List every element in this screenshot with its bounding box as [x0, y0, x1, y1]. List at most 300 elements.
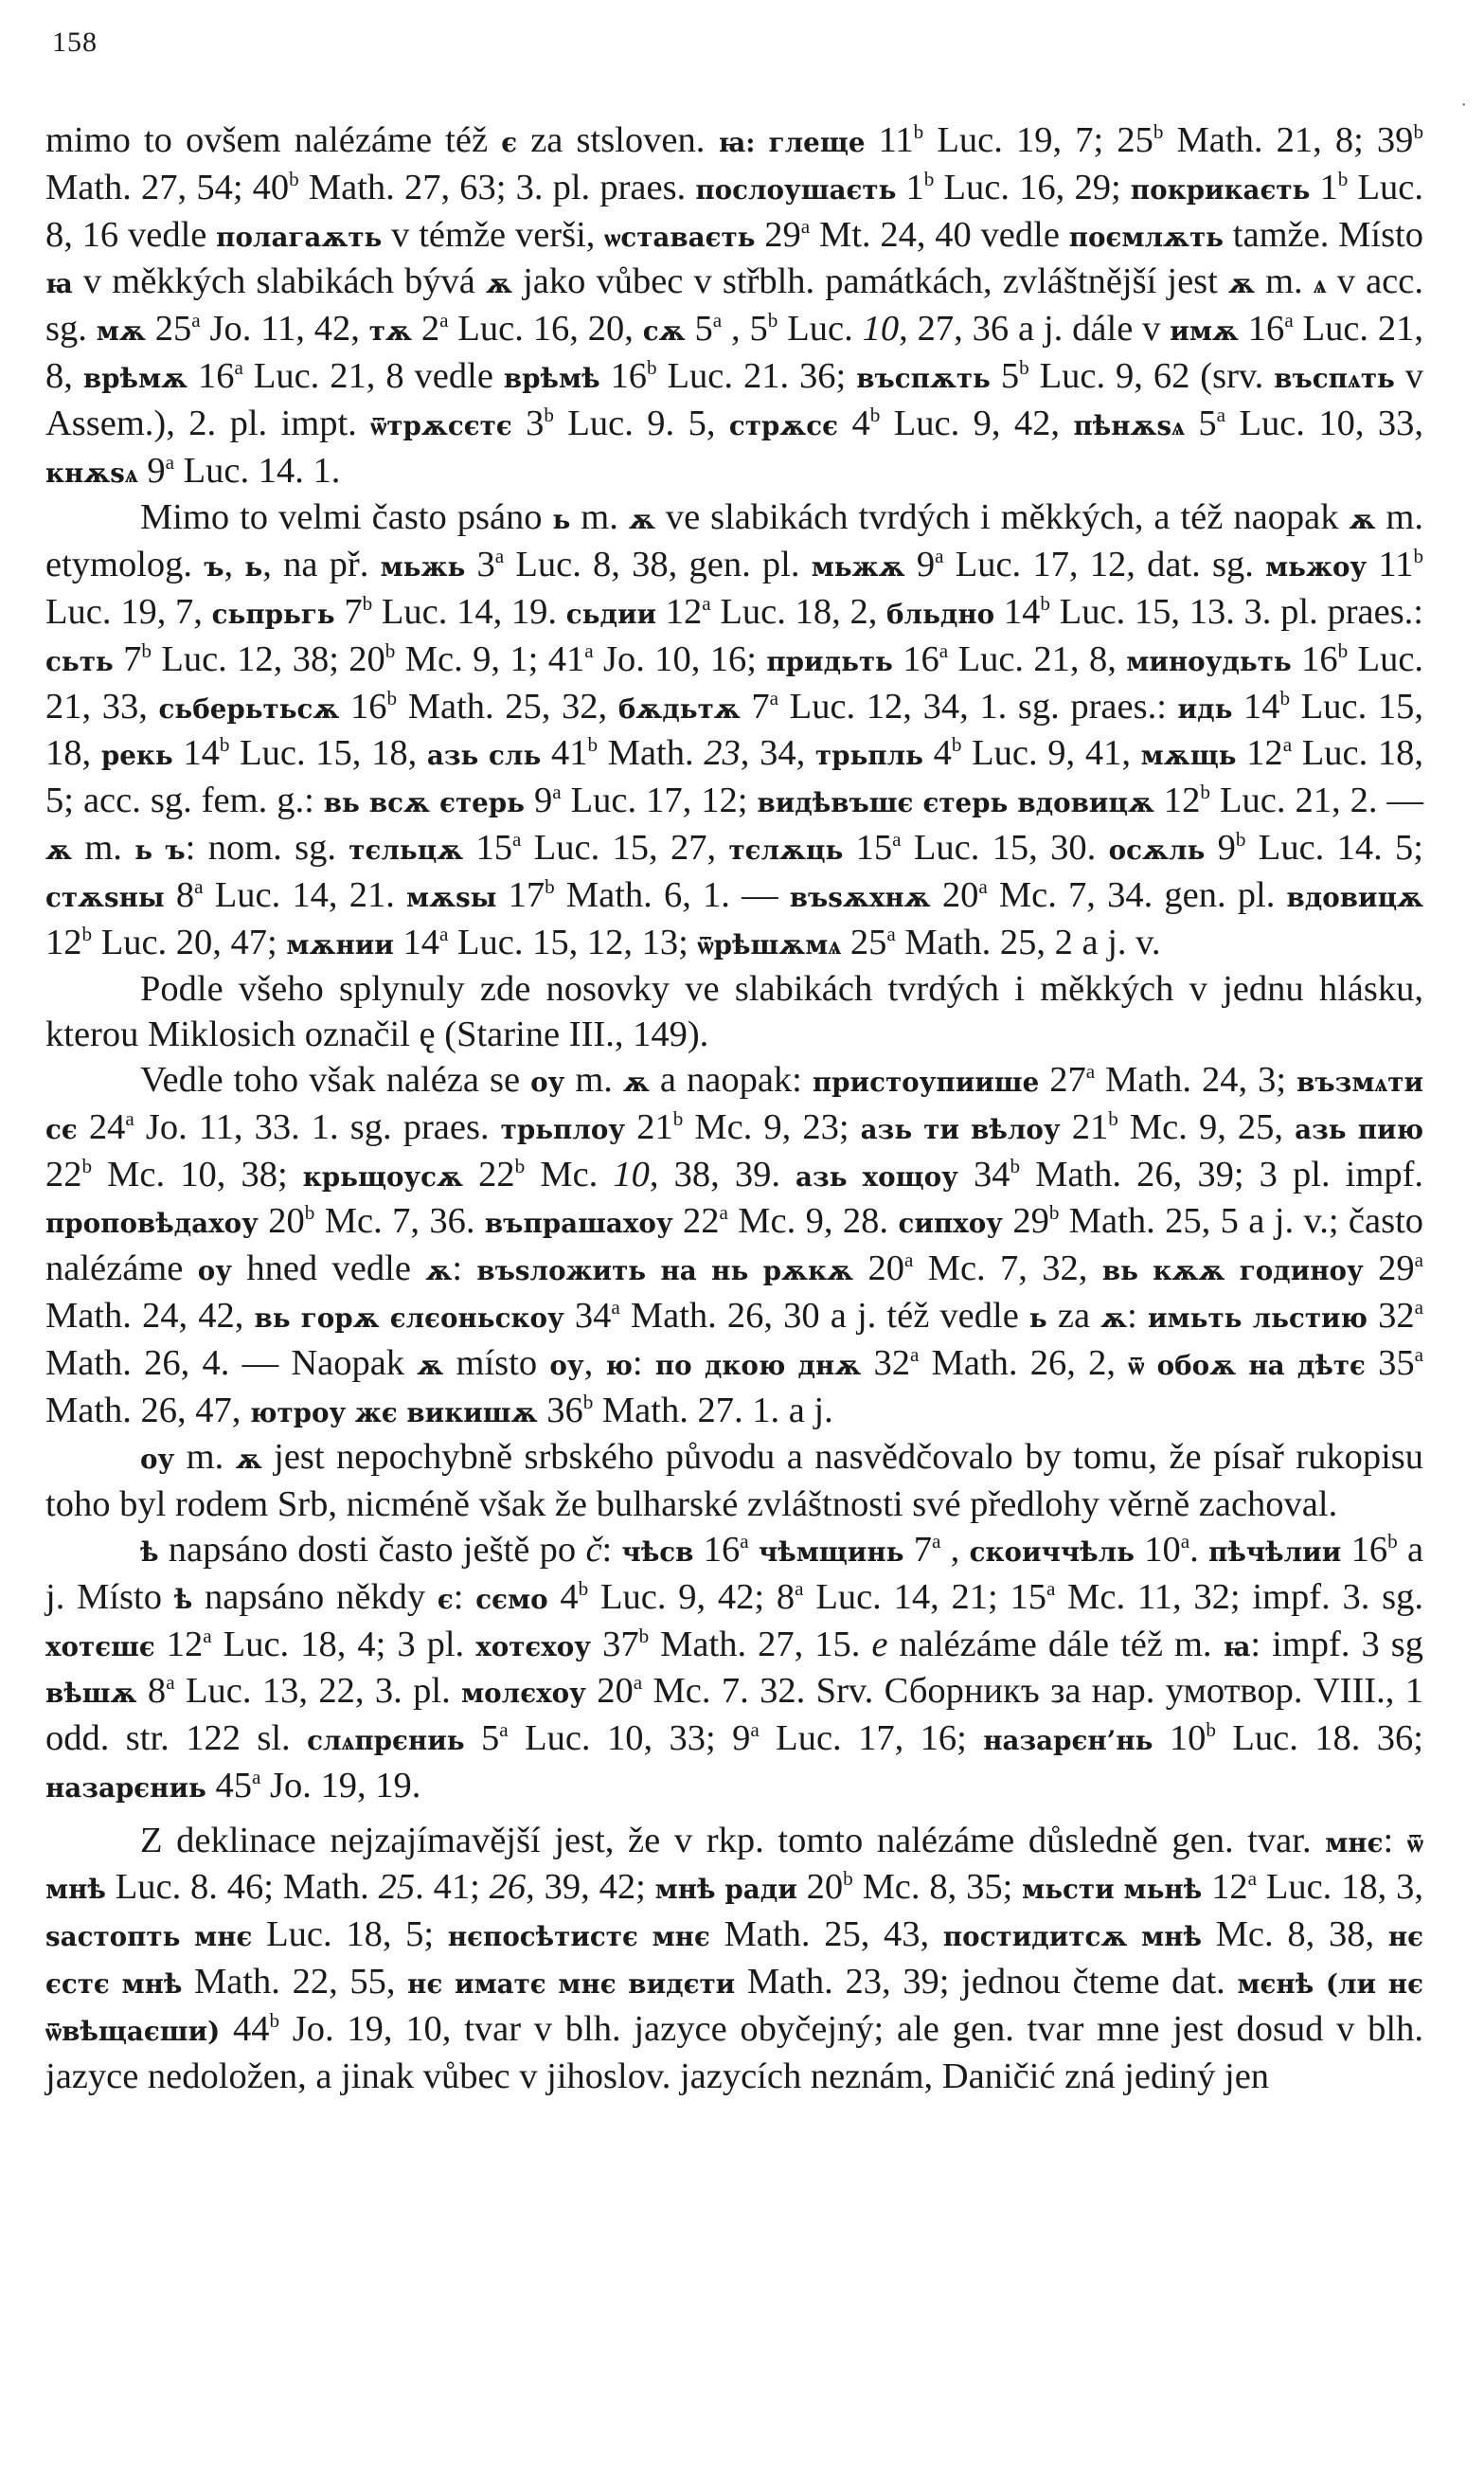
church-slavonic-text: полагаѫть — [216, 221, 383, 253]
text-run: Luc. 21, 8 vedle — [242, 355, 504, 396]
text-run: v měkkých slabikách bývá — [72, 261, 486, 302]
text-run: 7 — [113, 638, 142, 679]
text-run: Math. 22, 55, — [182, 1962, 408, 2002]
folio-side: a — [1284, 309, 1294, 332]
text-run: Math. 27, 63; 3. pl. praes. — [298, 167, 696, 207]
church-slavonic-text: врѣмѣ — [503, 362, 600, 394]
text-run: Math. — [598, 733, 705, 774]
text-run: Mc. 7, 34. gen. pl. — [987, 874, 1287, 915]
text-run: Mc. — [525, 1154, 614, 1194]
text-run: ve slabikách tvrdých i měkkých, a též naopak — [654, 497, 1350, 538]
church-slavonic-text: ѫ — [1349, 504, 1376, 536]
church-slavonic-text: въѕложить на нь рѫкѫ — [476, 1255, 854, 1287]
folio-side: a — [886, 922, 896, 945]
church-slavonic-text: ѫ — [425, 1255, 453, 1287]
text-run: 12 — [154, 1624, 204, 1664]
text-run: Vedle toho však naléza se — [140, 1059, 531, 1100]
church-slavonic-text: осѫль — [1108, 834, 1206, 866]
text-run: 1 — [1310, 167, 1338, 207]
text-run: jest nepochybně srbského původu a nasvědčovalo by tomu, že písař rukopisu toho byl rodem Srb, nicméně však že bulharské zvláštnosti své předlohy věrně zachoval. — [45, 1437, 1423, 1525]
folio-side: a — [903, 1248, 914, 1272]
text-run: Luc. 17, 16; — [759, 1718, 984, 1759]
text-run: Luc. 9, 41, — [961, 733, 1141, 774]
church-slavonic-text: бльдно — [886, 598, 995, 630]
text-run: 5 — [685, 309, 713, 350]
church-slavonic-text: постидитсѫ мнѣ — [942, 1921, 1202, 1953]
church-slavonic-text: въспѫть — [856, 362, 991, 394]
text-run: Luc. 14. 5; — [1245, 827, 1424, 868]
text-run: Luc. 9, 42, — [880, 403, 1074, 443]
text-run: Mt. 24, 40 vedle — [810, 214, 1069, 255]
folio-side: b — [1235, 828, 1246, 852]
church-slavonic-text: сѫ — [642, 315, 686, 348]
church-slavonic-text: мѫѕы — [406, 881, 497, 913]
text-run: Luc. 21, 33, — [45, 638, 1424, 727]
folio-side: b — [951, 733, 962, 757]
church-slavonic-text: мѫщь — [1140, 740, 1237, 772]
text-run: Luc. 9, 42; 8 — [588, 1576, 796, 1617]
text-run: 16 — [599, 355, 648, 396]
text-run: za stsloven. — [517, 120, 719, 160]
church-slavonic-text: ѫ — [622, 1066, 650, 1098]
text-run: Luc. 9, 62 (srv. — [1028, 355, 1275, 396]
text-run: nalézáme dále též m. — [887, 1624, 1224, 1664]
folio-side: a — [800, 214, 811, 238]
folio-side: b — [1153, 120, 1164, 144]
folio-side: a — [712, 309, 723, 332]
folio-side: a — [910, 1342, 920, 1366]
church-slavonic-text: минoудьть — [1126, 645, 1292, 677]
paragraph — [45, 1058, 1423, 1435]
text-run: místo — [443, 1342, 550, 1383]
folio-side: b — [672, 1106, 684, 1130]
text-run: Luc. 10, 33, — [1225, 403, 1424, 443]
church-slavonic-text: крьщоусѫ — [302, 1160, 464, 1193]
church-slavonic-text: ꙗ — [1223, 1630, 1251, 1662]
text-run: 29 — [755, 214, 801, 255]
folio-side: b — [1200, 781, 1210, 804]
church-slavonic-text: хотєшє — [45, 1630, 155, 1662]
text-run: Math. 26, 47, — [45, 1390, 251, 1430]
text-run: Luc. 18. 36; — [1215, 1718, 1423, 1759]
text-run: 9 — [904, 545, 936, 585]
text-run: Luc. 21, 8, — [948, 638, 1127, 679]
church-slavonic-text: ю — [605, 1349, 633, 1381]
church-slavonic-text: ѿ мнѣ — [45, 1826, 1423, 1906]
folio-side: b — [1413, 545, 1424, 568]
church-slavonic-text: сьпрьгь — [211, 598, 335, 630]
text-run: napsáno dosti často ještě po — [158, 1529, 586, 1570]
paragraph — [45, 967, 1423, 1058]
church-slavonic-text: въспѧть — [1274, 362, 1395, 394]
page-body — [45, 118, 1423, 2444]
text-run: , na př. — [262, 545, 381, 585]
text-run: 4 — [838, 403, 870, 443]
italic-text: č — [585, 1529, 602, 1570]
folio-side: a — [633, 1671, 643, 1695]
church-slavonic-text: слѧпрєниь — [307, 1725, 465, 1757]
church-slavonic-text: ѿтрѫсєтє — [370, 409, 512, 441]
text-run: 41 — [541, 733, 588, 774]
text-run: 22 — [45, 1154, 82, 1194]
church-slavonic-text: чѣмщинь — [758, 1535, 904, 1568]
church-slavonic-text: оу — [549, 1349, 584, 1381]
folio-side: a — [935, 545, 944, 568]
folio-side: a — [1085, 1060, 1096, 1084]
church-slavonic-text: нє иматє мнє видєти — [407, 1968, 736, 2001]
folio-side: a — [1180, 1530, 1190, 1553]
church-slavonic-text: ѫ — [628, 504, 655, 536]
text-run: 10 — [1134, 1529, 1181, 1570]
text-run: , — [583, 1342, 606, 1383]
folio-side: b — [1048, 1201, 1060, 1225]
text-run: 5 — [990, 355, 1020, 396]
text-run: Mimo to velmi často psáno — [140, 497, 553, 538]
text-run: , 5 — [722, 309, 768, 350]
folio-side: a — [978, 874, 988, 898]
folio-side: a — [719, 1201, 728, 1225]
text-run: 34 — [563, 1295, 612, 1336]
folio-side: b — [1019, 356, 1029, 380]
text-run: 32 — [861, 1342, 910, 1383]
church-slavonic-text: вѣшѫ — [45, 1678, 137, 1710]
folio-side: a — [165, 450, 175, 474]
folio-side: b — [923, 167, 935, 190]
church-slavonic-text: назарєн’нь — [983, 1725, 1153, 1757]
folio-side: b — [289, 167, 299, 190]
church-slavonic-text: врѣмѫ — [82, 362, 188, 394]
text-run: a naopak: — [649, 1059, 813, 1100]
text-run: Math. 27, 15. — [649, 1624, 872, 1664]
folio-side: a — [702, 592, 711, 616]
text-run: 21 — [625, 1106, 673, 1147]
folio-side: b — [1010, 1154, 1021, 1177]
church-slavonic-text: рекь — [100, 740, 173, 772]
church-slavonic-text: вдовицѫ — [1286, 881, 1424, 913]
italic-text: 10 — [613, 1154, 650, 1194]
church-slavonic-text: сьть — [45, 645, 114, 677]
church-slavonic-text: ѣ — [140, 1535, 159, 1568]
text-run: 16 — [1238, 309, 1285, 350]
text-run: Luc. 15, 13. 3. pl. praes.: — [1049, 591, 1423, 632]
church-slavonic-text: бѫдьтѫ — [617, 692, 741, 725]
paragraph — [45, 495, 1423, 967]
text-run: 29 — [1363, 1248, 1415, 1289]
folio-side: b — [544, 403, 554, 426]
folio-side: a — [769, 686, 779, 709]
church-slavonic-text: проповѣдахоу — [45, 1208, 259, 1240]
text-run: 20 — [796, 1867, 844, 1908]
church-slavonic-text: є — [437, 1583, 454, 1615]
text-run: m. — [1254, 261, 1314, 302]
church-slavonic-text: мьжѫ — [811, 551, 905, 584]
text-run: , 34, — [740, 733, 815, 774]
text-run: 12 — [1153, 781, 1201, 821]
folio-side: a — [512, 828, 522, 852]
folio-side: a — [1046, 1576, 1056, 1600]
folio-side: b — [1337, 638, 1349, 662]
folio-side: a — [584, 638, 594, 662]
church-slavonic-text: трьплоу — [500, 1113, 626, 1145]
text-run: Math. 6, 1. — — [554, 874, 790, 915]
church-slavonic-text: є — [501, 127, 518, 158]
church-slavonic-text: възмѧти сє — [45, 1066, 1424, 1145]
folio-side: a — [234, 356, 243, 380]
text-run: hned vedle — [231, 1248, 426, 1289]
text-run: Luc. 17, 12; — [561, 781, 758, 821]
text-run: Luc. 19, 7, — [45, 591, 212, 632]
folio-side: a — [611, 1296, 620, 1320]
text-run: 4 — [547, 1576, 579, 1617]
text-run: 11 — [1367, 545, 1414, 585]
text-run: Luc. 8, 38, gen. pl. — [504, 545, 812, 585]
text-run: 16 — [339, 686, 387, 727]
church-slavonic-text: пристоупиише — [812, 1066, 1040, 1098]
church-slavonic-text: имѫ — [1170, 315, 1239, 348]
text-run: Luc. 12, 38; 20 — [151, 638, 385, 679]
text-run: 24 — [77, 1106, 126, 1147]
text-run: 29 — [1002, 1201, 1049, 1242]
church-slavonic-text: ѿ обоѫ на дѣтє — [1128, 1349, 1366, 1381]
folio-side: a — [494, 545, 505, 568]
text-run: Mc. 8, 38, — [1201, 1914, 1388, 1955]
text-run: Podle všeho splynuly zde nosovky ve slabikách tvrdých i měkkých v jednu hlásku, kterou Miklosich označil ę (Starine III., 149). — [45, 969, 1423, 1055]
church-slavonic-text: сипхоу — [898, 1208, 1003, 1240]
church-slavonic-text: ѫ — [417, 1349, 444, 1381]
page-number: 158 — [52, 27, 98, 58]
text-run: Luc. 13, 22, 3. pl. — [174, 1671, 462, 1712]
text-run: 36 — [537, 1390, 583, 1430]
text-run: Luc. 18, 5; acc. sg. fem. g.: — [45, 733, 1424, 821]
church-slavonic-text: мьжоу — [1265, 551, 1368, 584]
church-slavonic-text: тѫ — [368, 315, 412, 348]
church-slavonic-text: оу — [197, 1255, 232, 1287]
text-run: Math. 27, 54; 40 — [45, 167, 290, 207]
church-slavonic-text: вь всѫ єтерь — [323, 787, 525, 819]
folio-side: a — [1216, 403, 1226, 426]
folio-side: b — [582, 1390, 594, 1413]
folio-side: a — [203, 1624, 212, 1647]
text-run: Math. 23, 39; jednou čteme dat. — [735, 1962, 1238, 2002]
text-run: Math. 26, 4. — Naopak — [45, 1342, 418, 1383]
church-slavonic-text: мнѣ ради — [654, 1874, 797, 1906]
folio-side: a — [552, 781, 562, 804]
text-run: 14 — [994, 591, 1041, 632]
church-slavonic-text: азь хощоу — [796, 1160, 958, 1193]
folio-side: b — [384, 638, 396, 662]
text-run: 9 — [1205, 827, 1236, 868]
text-run: a j. Místo — [45, 1529, 1424, 1617]
church-slavonic-text: въпрашахоу — [484, 1208, 673, 1240]
folio-side: a — [439, 309, 449, 332]
church-slavonic-text: ѫ — [235, 1444, 262, 1476]
text-run: Luc. 14, 19. — [372, 591, 566, 632]
text-run: Math. 27. 1. a j. — [593, 1390, 833, 1430]
text-run: m. — [72, 827, 135, 868]
folio-side: a — [125, 1106, 134, 1130]
text-run: 16 — [1291, 638, 1338, 679]
church-slavonic-text: придьть — [766, 645, 893, 677]
paragraph — [45, 118, 1423, 495]
text-run: Mc. 11, 32; impf. 3. sg. — [1055, 1576, 1423, 1617]
church-slavonic-text: глеще — [768, 127, 866, 158]
text-run: Luc. 15, 27, — [521, 827, 729, 868]
text-run: v acc. sg. — [45, 261, 1423, 350]
text-run: 14 — [1232, 686, 1280, 727]
church-slavonic-text: ѿрѣшѫмѧ — [697, 928, 842, 961]
text-run: , — [223, 545, 245, 585]
text-run: Luc. 15, 18, — [229, 733, 427, 774]
folio-side: b — [869, 403, 881, 426]
church-slavonic-text: пѣнѫѕѧ — [1073, 409, 1185, 441]
text-run: Luc. 9. 5, — [553, 403, 729, 443]
italic-text: e — [871, 1624, 888, 1664]
text-run: Mc. 8, 35; — [852, 1867, 1023, 1908]
folio-side: b — [578, 1576, 589, 1600]
italic-text: 23 — [704, 733, 741, 774]
folio-side: b — [1413, 120, 1424, 144]
church-slavonic-text: тєльцѫ — [349, 834, 464, 866]
folio-side: a — [499, 1718, 509, 1742]
text-run: Mc. 9, 25, — [1117, 1106, 1296, 1147]
text-run: 14 — [172, 733, 220, 774]
folio-side: a — [194, 874, 204, 898]
church-slavonic-text: кнѫѕѧ — [45, 457, 138, 489]
church-slavonic-text: въѕѫхнѫ — [789, 881, 931, 913]
text-run: mimo to ovšem nalézáme též — [45, 120, 502, 160]
folio-side: b — [545, 874, 555, 898]
folio-side: a — [795, 1576, 804, 1600]
text-run: m. — [564, 1059, 623, 1100]
church-slavonic-text: пѣчѣлии — [1208, 1535, 1342, 1568]
folio-side: b — [141, 638, 152, 662]
text-run: 27 — [1039, 1059, 1086, 1100]
church-slavonic-text: ь — [552, 504, 571, 536]
text-run: 7 — [740, 686, 770, 727]
church-slavonic-text: ютроу жє викишѫ — [250, 1396, 538, 1428]
text-run: Luc. — [778, 309, 863, 350]
church-slavonic-text: сьберьтьсѫ — [158, 692, 340, 725]
text-run: Math. 25, 43, — [709, 1914, 943, 1955]
text-run: . — [1189, 1529, 1209, 1570]
text-run: : — [632, 1342, 655, 1383]
text-run: 12 — [1202, 1867, 1248, 1908]
folio-side: b — [647, 356, 657, 380]
folio-side: b — [1279, 686, 1291, 709]
church-slavonic-text: имьть льстию — [1148, 1302, 1368, 1334]
church-slavonic-text: вь кѫѫ годиноу — [1101, 1255, 1364, 1287]
folio-side: b — [767, 309, 778, 332]
church-slavonic-text: чѣсв — [621, 1535, 694, 1568]
text-run: 25 — [145, 309, 192, 350]
church-slavonic-text: хотєхоу — [475, 1630, 592, 1662]
church-slavonic-text: ъ — [204, 551, 224, 584]
folio-side: b — [219, 733, 230, 757]
text-run: : — [1383, 1820, 1407, 1860]
text-run: m. — [570, 497, 629, 538]
text-run: Math. 26, 39; 3 pl. impf. — [1020, 1154, 1424, 1194]
text-run: Luc. 18, 2, — [710, 591, 887, 632]
folio-side: b — [304, 1201, 315, 1225]
text-run: 16 — [892, 638, 939, 679]
text-run: Mc. 7. 32. Srv. Сборникъ за нар. умотвор. VIII., 1 odd. str. 122 sl. — [45, 1671, 1424, 1759]
church-slavonic-text: видѣвъшє єтерь вдовицѫ — [757, 787, 1154, 819]
church-slavonic-text: вь горѫ єлєоньскоу — [254, 1302, 564, 1334]
church-slavonic-text: сьдии — [565, 598, 657, 630]
text-run: Math. 21, 8; 39 — [1163, 120, 1414, 160]
text-run: v Assem.), 2. pl. impt. — [45, 355, 1424, 443]
text-run: 12 — [656, 591, 703, 632]
text-run: : — [1127, 1295, 1148, 1336]
text-run: napsáno někdy — [192, 1576, 438, 1617]
text-run: Mc. 9, 1; 41 — [395, 638, 585, 679]
church-slavonic-text: ь — [1028, 1302, 1047, 1334]
text-run: Math. 26, 2, — [919, 1342, 1129, 1383]
folio-side: b — [843, 1867, 853, 1891]
text-run: : — [452, 1248, 477, 1289]
church-slavonic-text: мнє — [1325, 1826, 1384, 1858]
text-run: Luc. 14. 1. — [174, 450, 341, 491]
text-run: Luc. 15, 12, 13; — [448, 922, 698, 962]
folio-side: b — [81, 1154, 93, 1177]
church-slavonic-text: скоиччѣль — [969, 1535, 1135, 1568]
folio-side: b — [1337, 167, 1349, 190]
text-run: 7 — [903, 1529, 932, 1570]
text-run: m. — [174, 1437, 236, 1478]
text-run: 9 — [137, 450, 166, 491]
folio-side: b — [1387, 1530, 1398, 1553]
text-run: 3 — [511, 403, 545, 443]
text-run: 14 — [393, 922, 439, 962]
text-run: tamže. Místo — [1224, 214, 1423, 255]
text-run: 12 — [45, 922, 82, 962]
text-run: Jo. 19, 10, tvar v blh. jazyce obyčejný; ale gen. tvar mne jest dosud v blh. jazyce nedoložen, a jinak vůbec v jihoslov. jazycích neznám, Daničić zná jediný jen — [45, 2008, 1424, 2096]
folio-side: b — [638, 1624, 650, 1647]
text-run: Math. 25, 2 a j. v. — [895, 922, 1161, 962]
paragraph — [45, 1435, 1423, 1528]
text-run: : — [453, 1576, 476, 1617]
church-slavonic-text: сємо — [475, 1583, 548, 1615]
text-run: Luc. 12, 34, 1. sg. praes.: — [778, 686, 1178, 727]
text-run: Luc. 8, 16 vedle — [45, 167, 1424, 255]
church-slavonic-text: ѫ — [45, 834, 72, 866]
folio-side: b — [514, 1154, 526, 1177]
text-run: : nom. sg. — [185, 827, 349, 868]
text-run: Math. 26, 30 a j. též vedle — [619, 1295, 1029, 1336]
text-run: 2 — [411, 309, 440, 350]
folio-side: b — [362, 592, 373, 616]
text-run: Luc. 21. 36; — [656, 355, 857, 396]
text-run: m. etymolog. — [45, 497, 1424, 585]
text-run: 45 — [206, 1765, 252, 1805]
folio-side: b — [913, 120, 924, 144]
text-run: . 41; — [415, 1867, 490, 1908]
text-run: 9 — [524, 781, 553, 821]
text-run: 20 — [258, 1201, 305, 1242]
text-run: Z deklinace nejzajímavější jest, že v rkp. tomto nalézáme důsledně gen. tvar. — [140, 1820, 1326, 1860]
text-run: 44 — [220, 2008, 270, 2049]
folio-side: a — [1414, 1342, 1423, 1366]
text-run: Math. 25, 5 a j. v.; často nalézáme — [45, 1201, 1424, 1289]
text-run: Jo. 19, 19. — [260, 1765, 421, 1805]
church-slavonic-text: назарєниь — [45, 1771, 206, 1804]
text-run: 5 — [464, 1718, 500, 1759]
text-run — [756, 120, 769, 160]
text-run: 12 — [1236, 733, 1283, 774]
church-slavonic-text: поємлѫть — [1068, 221, 1224, 253]
text-run: 8 — [136, 1671, 167, 1712]
text-run: Luc. 19, 7; 25 — [923, 120, 1153, 160]
